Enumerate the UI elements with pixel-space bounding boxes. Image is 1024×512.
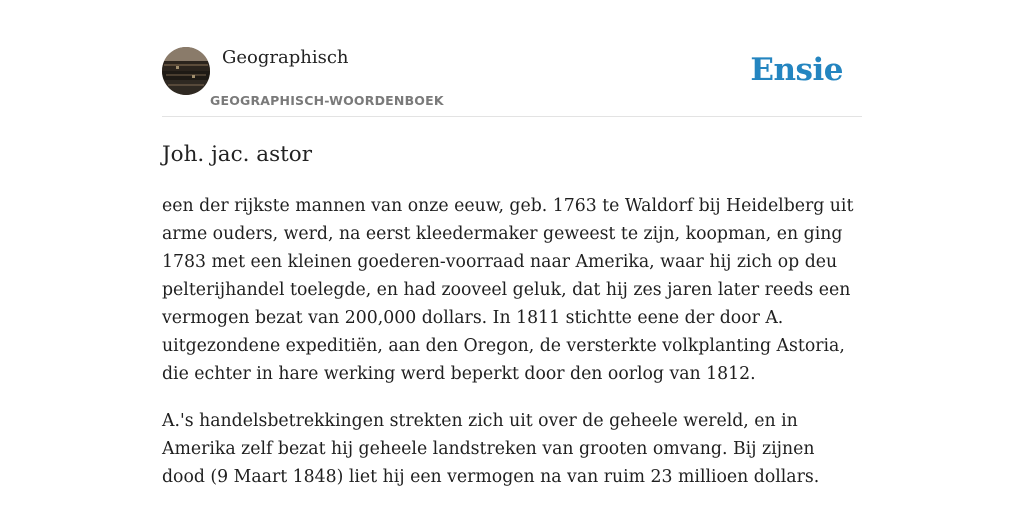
ensie-logo[interactable]: Ensie	[750, 52, 843, 88]
page-header	[162, 46, 862, 117]
book-stack-icon	[162, 47, 210, 95]
source-name-link[interactable]: Geographisch	[222, 47, 349, 68]
entry-paragraph-1: een der rijkste mannen van onze eeuw, geb. 1763 te Waldorf bij Heidelberg uit arme ouders, werd, na eerst kleedermaker geweest te zijn, koopman, en ging 1783 met een kleinen goederen-voorraad naar Amerika, waar hij zich op deu pelterijhandel toelegde, en had zooveel geluk, dat hij zes jaren later reeds een vermogen bezat van 200,000 dollars. In 1811 stichtte eene der door A. uitgezondene expeditiën, aan den Oregon, de versterkte volkplanting Astoria, die echter in hare werking werd beperkt door den oorlog van 1812.	[162, 196, 854, 384]
entry-content	[162, 192, 862, 510]
source-avatar[interactable]	[162, 47, 210, 95]
entry-title: Joh. jac. astor	[162, 142, 312, 167]
source-slug[interactable]: GEOGRAPHISCH-WOORDENBOEK	[210, 93, 444, 108]
entry-paragraph-2: A.'s handelsbetrekkingen strekten zich uit over de geheele wereld, en in Amerika zelf bezat hij geheele landstreken van grooten omvang. Bij zijnen dood (9 Maart 1848) liet hij een vermogen na van ruim 23 millioen dollars.	[162, 411, 820, 487]
